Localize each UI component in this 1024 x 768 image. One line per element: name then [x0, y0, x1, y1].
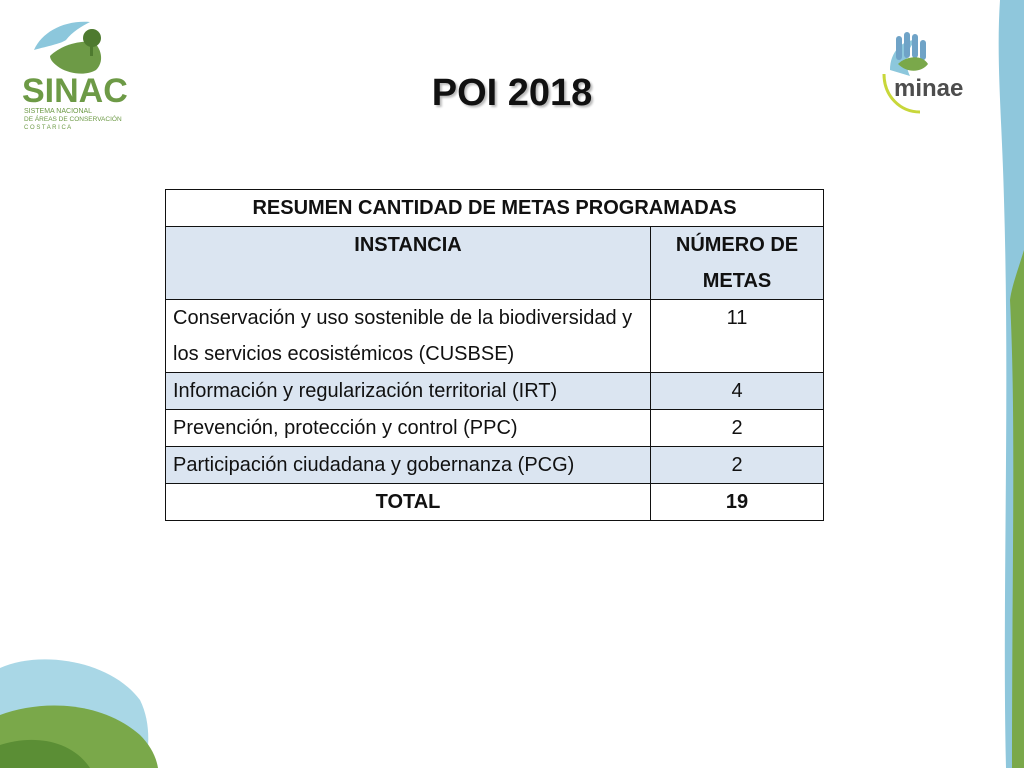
summary-table: [165, 189, 824, 521]
sinac-logo-line-3: C O S T A R I C A: [24, 125, 72, 131]
total-label: TOTAL: [166, 484, 651, 521]
sinac-logo-line-2: DE ÁREAS DE CONSERVACIÓN: [24, 116, 122, 123]
table-title: RESUMEN CANTIDAD DE METAS PROGRAMADAS: [166, 190, 824, 227]
instancia-cell: Información y regularización territorial (IRT): [166, 373, 651, 410]
metas-cell: 2: [651, 447, 824, 484]
minae-logo-name: minae: [894, 75, 964, 102]
header-numero-metas: NÚMERO DE METAS: [651, 227, 824, 300]
sinac-logo-line-1: SISTEMA NACIONAL: [24, 108, 93, 115]
instancia-cell: Conservación y uso sostenible de la biodiversidad y los servicios ecosistémicos (CUSBSE): [166, 300, 651, 373]
page-title: POI 2018: [431, 72, 593, 114]
table-row: [166, 410, 824, 447]
metas-cell: 4: [651, 373, 824, 410]
metas-cell: 11: [651, 300, 824, 373]
sinac-logo-name: SINAC: [22, 72, 128, 110]
table-row: [166, 373, 824, 410]
metas-cell: 2: [651, 410, 824, 447]
header-instancia: INSTANCIA: [166, 227, 651, 300]
table-row: [166, 300, 824, 373]
instancia-cell: Prevención, protección y control (PPC): [166, 410, 651, 447]
instancia-cell: Participación ciudadana y gobernanza (PCG): [166, 447, 651, 484]
total-row: [166, 484, 824, 521]
total-value: 19: [651, 484, 824, 521]
table-row: [166, 447, 824, 484]
